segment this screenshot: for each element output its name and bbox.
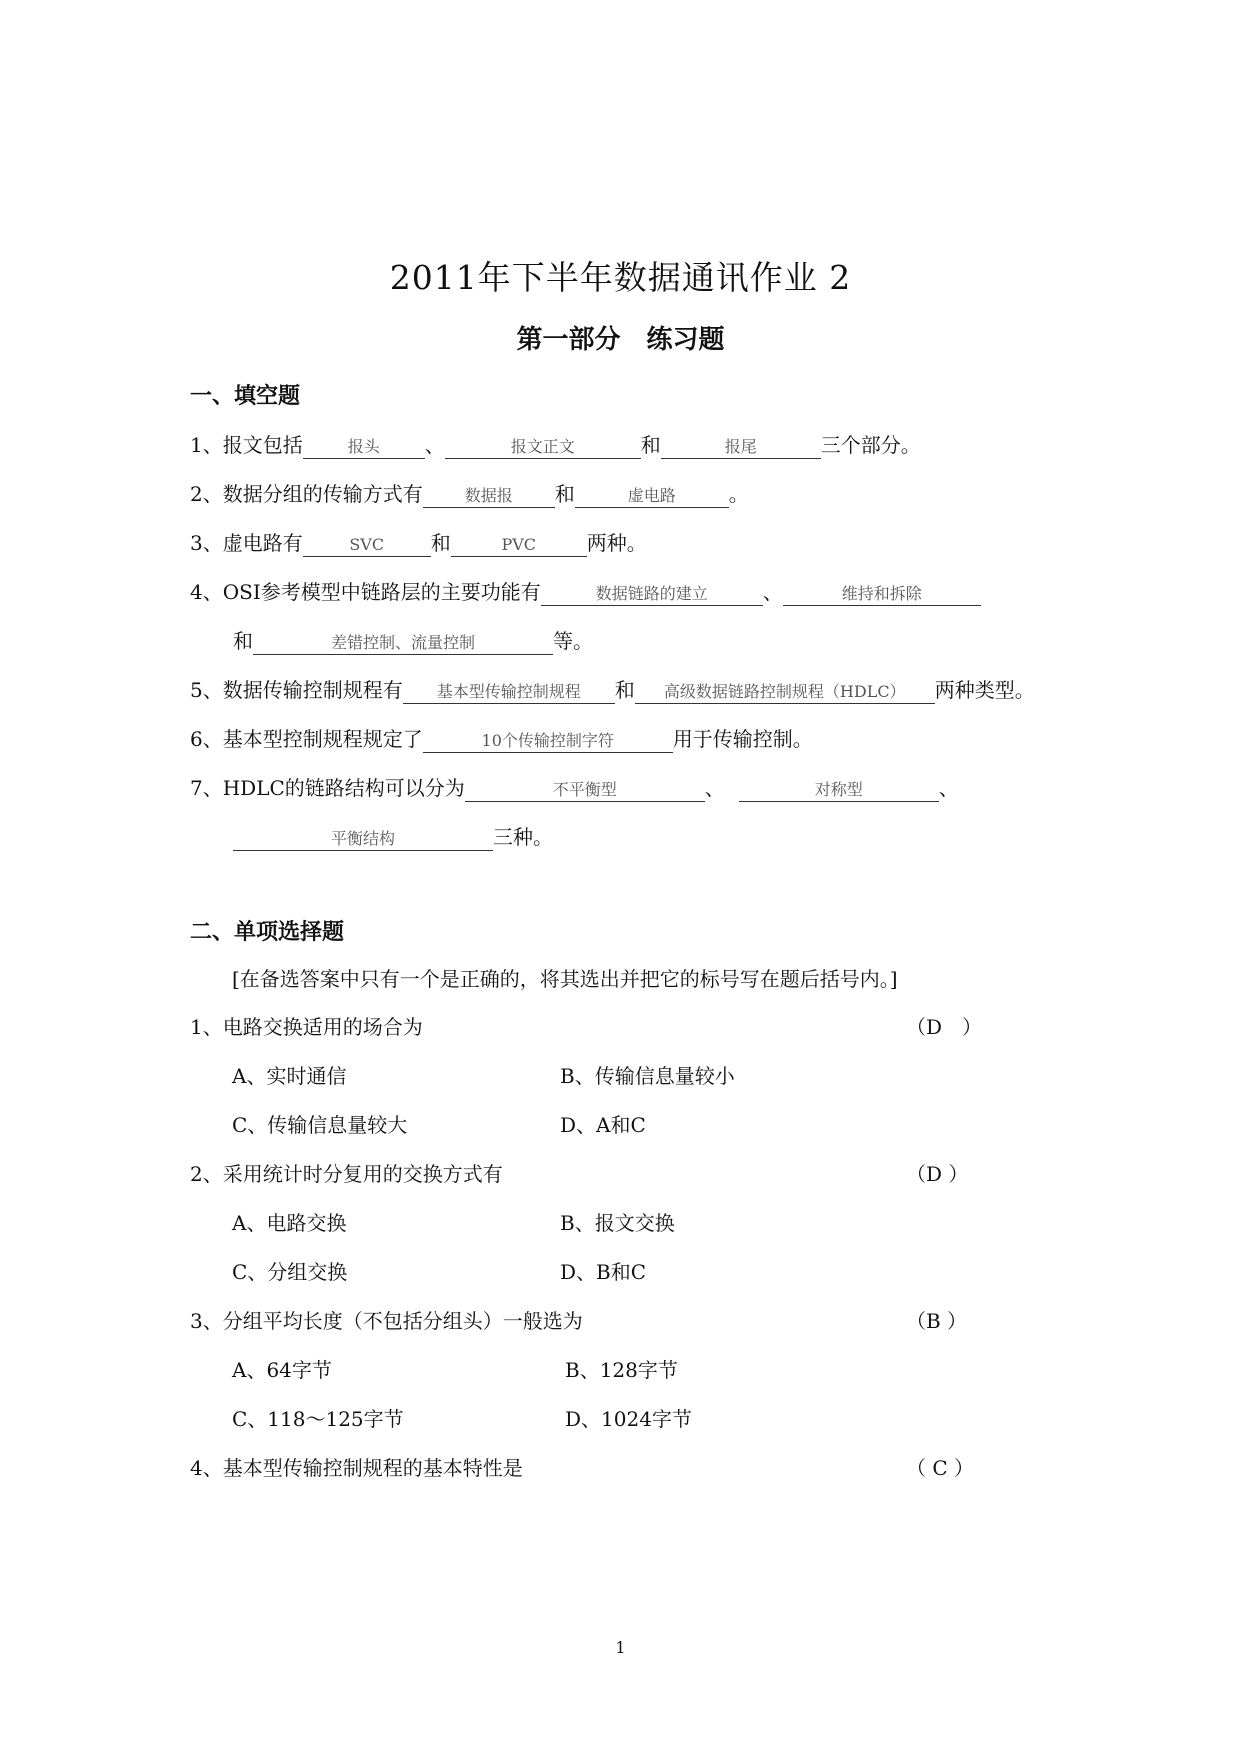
option-b: B、传输信息量较小 bbox=[560, 1064, 735, 1088]
answer-blank: 数据报 bbox=[423, 485, 555, 508]
option-a: A、实时通信 bbox=[232, 1064, 347, 1088]
choice-answer-2: （D ） bbox=[906, 1162, 969, 1186]
answer-blank: 报头 bbox=[303, 436, 425, 459]
question-text: 4、OSI参考模型中链路层的主要功能有 bbox=[190, 580, 541, 604]
answer-blank: 基本型传输控制规程 bbox=[403, 681, 615, 704]
choice-question-4: 4、基本型传输控制规程的基本特性是 bbox=[190, 1456, 523, 1480]
section-choice-heading: 二、单项选择题 bbox=[190, 920, 345, 945]
answer-blank: 差错控制、流量控制 bbox=[253, 632, 553, 655]
choice-answer-3: （B ） bbox=[906, 1309, 968, 1333]
part-heading: 第一部分 练习题 bbox=[516, 325, 725, 355]
question-text: 3、虚电路有 bbox=[190, 531, 303, 555]
choice-answer-4: （ C ） bbox=[906, 1456, 975, 1480]
option-c: C、118～125字节 bbox=[232, 1407, 404, 1431]
answer-blank: 10个传输控制字符 bbox=[423, 730, 673, 753]
question-tail: 用于传输控制。 bbox=[672, 727, 813, 751]
document-title: 2011年下半年数据通讯作业 2 bbox=[389, 258, 852, 297]
option-d: D、B和C bbox=[560, 1260, 647, 1284]
choice-instruction: [在备选答案中只有一个是正确的，将其选出并把它的标号写在题后括号内。] bbox=[232, 967, 898, 991]
question-tail: 等。 bbox=[553, 629, 593, 653]
option-d: D、1024字节 bbox=[565, 1407, 692, 1431]
choice-answer-1: （D ） bbox=[906, 1015, 983, 1039]
answer-blank: 对称型 bbox=[739, 779, 939, 802]
fill-question-5 bbox=[190, 676, 1035, 704]
option-c: C、分组交换 bbox=[232, 1260, 348, 1284]
separator: 、 bbox=[424, 433, 445, 457]
separator: 、 bbox=[938, 776, 959, 800]
fill-question-1 bbox=[190, 431, 921, 459]
answer-blank: 虚电路 bbox=[575, 485, 729, 508]
question-text: 和 bbox=[233, 629, 253, 653]
option-d: D、A和C bbox=[560, 1113, 646, 1137]
option-c: C、传输信息量较大 bbox=[232, 1113, 408, 1137]
page-number: 1 bbox=[615, 1638, 626, 1657]
question-tail: 三种。 bbox=[493, 825, 553, 849]
separator: 和 bbox=[554, 482, 575, 506]
option-a: A、64字节 bbox=[232, 1358, 332, 1382]
fill-question-3 bbox=[190, 529, 647, 557]
fill-question-2 bbox=[190, 480, 749, 508]
choice-question-2: 2、采用统计时分复用的交换方式有 bbox=[190, 1162, 503, 1186]
choice-question-3: 3、分组平均长度（不包括分组头）一般选为 bbox=[190, 1309, 583, 1333]
question-text: 7、HDLC的链路结构可以分为 bbox=[190, 776, 465, 800]
answer-blank: PVC bbox=[451, 534, 587, 557]
choice-question-1: 1、电路交换适用的场合为 bbox=[190, 1015, 423, 1039]
answer-blank: 平衡结构 bbox=[233, 828, 493, 851]
question-tail: 两种类型。 bbox=[934, 678, 1035, 702]
section-fill-heading: 一、填空题 bbox=[190, 384, 301, 409]
fill-question-7 bbox=[190, 774, 959, 802]
option-a: A、电路交换 bbox=[232, 1211, 347, 1235]
question-tail: 三个部分。 bbox=[820, 433, 921, 457]
separator: 和 bbox=[430, 531, 451, 555]
fill-question-7-cont bbox=[233, 823, 553, 851]
fill-question-6 bbox=[190, 725, 813, 753]
question-text: 6、基本型控制规程规定了 bbox=[190, 727, 423, 751]
fill-question-4 bbox=[190, 578, 981, 606]
option-b: B、128字节 bbox=[565, 1358, 678, 1382]
fill-question-4-cont bbox=[233, 627, 593, 655]
separator: 和 bbox=[614, 678, 635, 702]
answer-blank: 高级数据链路控制规程（HDLC） bbox=[635, 681, 935, 704]
option-b: B、报文交换 bbox=[560, 1211, 675, 1235]
separator: 、 bbox=[704, 776, 725, 800]
question-text: 2、数据分组的传输方式有 bbox=[190, 482, 423, 506]
separator: 、 bbox=[762, 580, 783, 604]
answer-blank: 报文正文 bbox=[445, 436, 641, 459]
answer-blank: 数据链路的建立 bbox=[541, 583, 763, 606]
answer-blank: SVC bbox=[303, 534, 431, 557]
question-text: 5、数据传输控制规程有 bbox=[190, 678, 403, 702]
question-tail: 两种。 bbox=[586, 531, 647, 555]
question-tail: 。 bbox=[728, 482, 749, 506]
separator: 和 bbox=[640, 433, 661, 457]
answer-blank: 维持和拆除 bbox=[783, 583, 981, 606]
question-text: 1、报文包括 bbox=[190, 433, 303, 457]
answer-blank: 不平衡型 bbox=[465, 779, 705, 802]
answer-blank: 报尾 bbox=[661, 436, 821, 459]
